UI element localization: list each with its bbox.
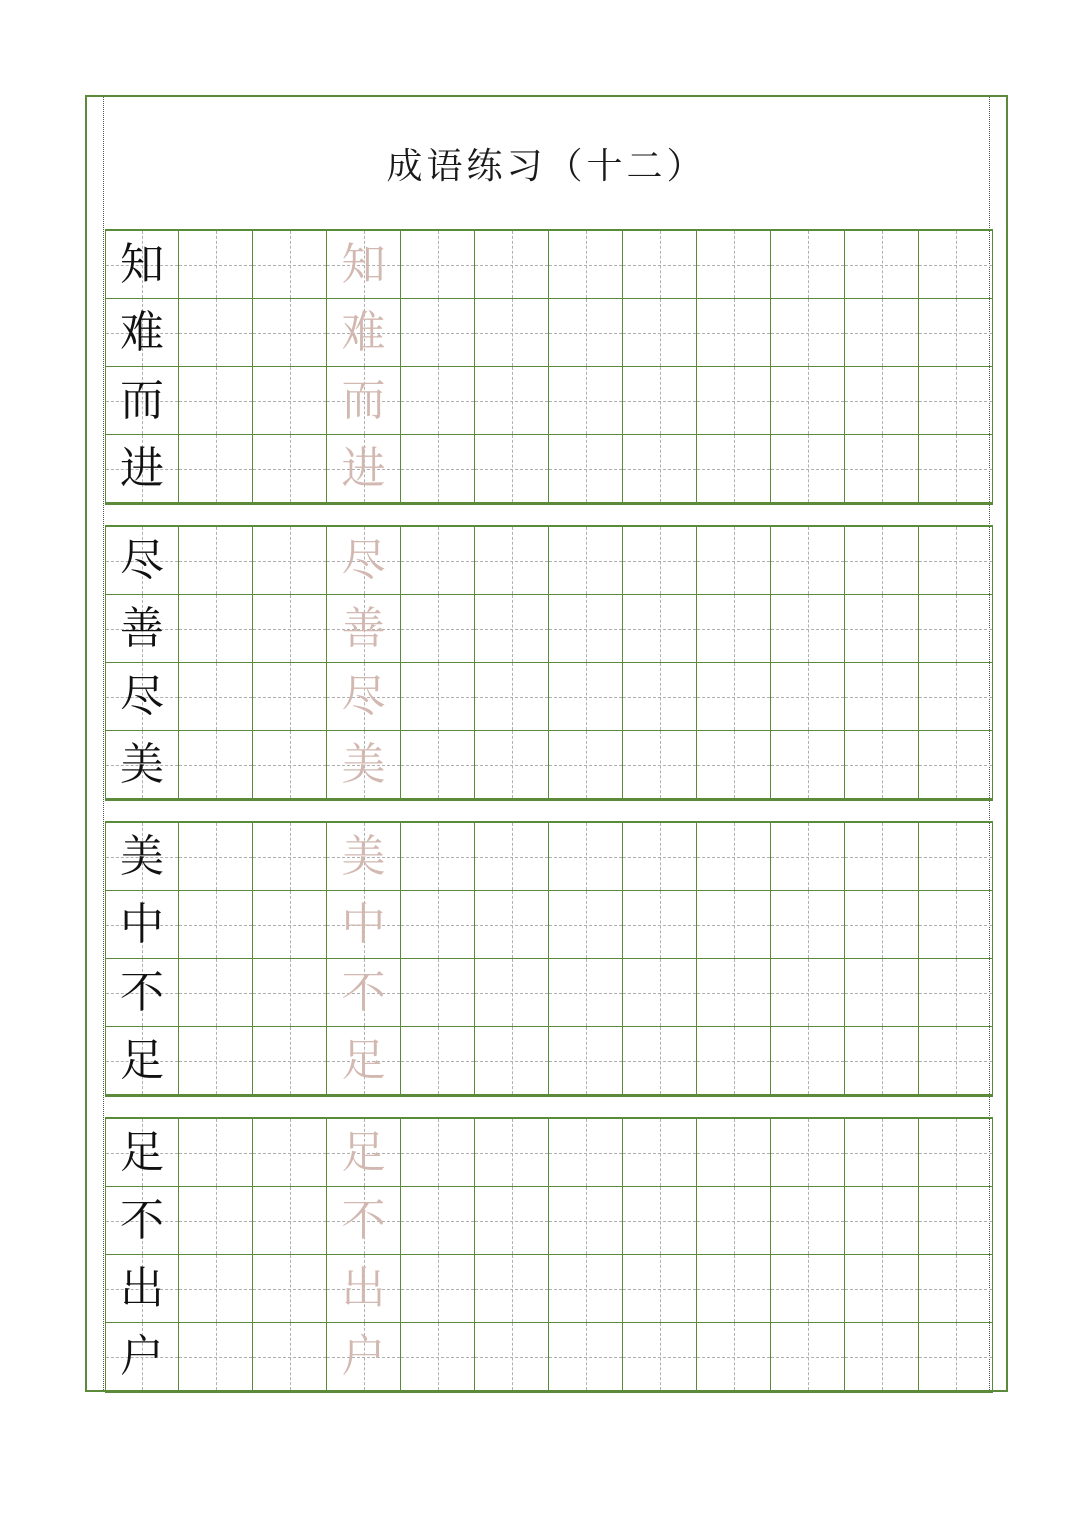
blank-practice-cell (623, 823, 697, 891)
blank-practice-cell (549, 299, 623, 367)
trace-character: 户 (341, 1330, 386, 1382)
blank-practice-cell (771, 595, 845, 663)
blank-practice-cell (179, 1323, 253, 1391)
trace-character: 进 (341, 442, 386, 494)
trace-character-cell (327, 435, 401, 503)
blank-practice-cell (475, 891, 549, 959)
blank-practice-cell (179, 1119, 253, 1187)
blank-practice-cell (179, 231, 253, 299)
blank-practice-cell (845, 367, 919, 435)
blank-practice-cell (475, 527, 549, 595)
blank-practice-cell (401, 299, 475, 367)
blank-practice-cell (623, 1119, 697, 1187)
blank-practice-cell (179, 1255, 253, 1323)
model-character: 出 (120, 1262, 164, 1314)
trace-character-cell (327, 367, 401, 435)
blank-practice-cell (549, 527, 623, 595)
blank-practice-cell (771, 1027, 845, 1095)
trace-character: 不 (341, 1194, 386, 1246)
blank-practice-cell (401, 891, 475, 959)
blank-practice-cell (845, 1323, 919, 1391)
blank-practice-cell (253, 663, 327, 731)
blank-practice-cell (179, 435, 253, 503)
blank-practice-cell (697, 731, 771, 799)
blank-practice-cell (475, 1187, 549, 1255)
model-character: 不 (120, 1194, 164, 1246)
trace-character-cell (327, 663, 401, 731)
blank-practice-cell (179, 731, 253, 799)
blank-practice-cell (179, 959, 253, 1027)
trace-character-cell (327, 1119, 401, 1187)
blank-practice-cell (771, 527, 845, 595)
blank-practice-cell (919, 1187, 993, 1255)
blank-practice-cell (623, 731, 697, 799)
blank-practice-cell (549, 1255, 623, 1323)
blank-practice-cell (845, 435, 919, 503)
blank-practice-cell (623, 891, 697, 959)
practice-grid (105, 527, 993, 799)
model-character: 难 (120, 306, 164, 358)
blank-practice-cell (549, 1187, 623, 1255)
model-character: 善 (120, 602, 164, 654)
blank-practice-cell (697, 1027, 771, 1095)
blank-practice-cell (623, 527, 697, 595)
model-character-cell (105, 231, 179, 299)
blank-practice-cell (475, 1027, 549, 1095)
blank-practice-cell (771, 823, 845, 891)
model-character: 美 (120, 830, 164, 882)
blank-practice-cell (253, 1323, 327, 1391)
blank-practice-cell (697, 823, 771, 891)
blank-practice-cell (771, 1119, 845, 1187)
blank-practice-cell (179, 299, 253, 367)
blank-practice-cell (253, 959, 327, 1027)
blank-practice-cell (771, 1255, 845, 1323)
title-area (105, 97, 988, 229)
page-title: 成语练习（十二） (386, 145, 707, 187)
blank-practice-cell (845, 595, 919, 663)
blank-practice-cell (623, 595, 697, 663)
blank-practice-cell (401, 1187, 475, 1255)
blank-practice-cell (623, 663, 697, 731)
trace-character-cell (327, 527, 401, 595)
blank-practice-cell (253, 891, 327, 959)
blank-practice-cell (845, 299, 919, 367)
blank-practice-cell (475, 823, 549, 891)
blank-practice-cell (401, 1027, 475, 1095)
blank-practice-cell (697, 959, 771, 1027)
model-character-cell (105, 1323, 179, 1391)
blank-practice-cell (919, 1255, 993, 1323)
blank-practice-cell (401, 959, 475, 1027)
blank-practice-cell (401, 663, 475, 731)
blank-practice-cell (179, 1187, 253, 1255)
blank-practice-cell (697, 1323, 771, 1391)
blank-practice-cell (623, 1255, 697, 1323)
trace-character-cell (327, 299, 401, 367)
model-character: 尽 (120, 670, 164, 722)
model-character: 而 (120, 374, 164, 426)
model-character: 足 (120, 1034, 164, 1086)
blank-practice-cell (253, 435, 327, 503)
model-character: 尽 (120, 534, 164, 586)
blank-practice-cell (771, 231, 845, 299)
idiom-block-3 (105, 821, 993, 1097)
blank-practice-cell (401, 731, 475, 799)
practice-grid (105, 1119, 993, 1391)
model-character-cell (105, 435, 179, 503)
trace-character: 善 (341, 602, 386, 654)
blank-practice-cell (845, 1255, 919, 1323)
blank-practice-cell (697, 1119, 771, 1187)
trace-character-cell (327, 1027, 401, 1095)
blank-practice-cell (401, 1119, 475, 1187)
blank-practice-cell (623, 299, 697, 367)
blank-practice-cell (845, 1187, 919, 1255)
blank-practice-cell (697, 663, 771, 731)
blank-practice-cell (697, 527, 771, 595)
model-character: 进 (120, 442, 164, 494)
blank-practice-cell (179, 527, 253, 595)
blank-practice-cell (179, 367, 253, 435)
blank-practice-cell (549, 595, 623, 663)
blank-practice-cell (475, 367, 549, 435)
blank-practice-cell (179, 1027, 253, 1095)
blank-practice-cell (623, 367, 697, 435)
blank-practice-cell (253, 731, 327, 799)
blank-practice-cell (697, 367, 771, 435)
blank-practice-cell (401, 1323, 475, 1391)
blank-practice-cell (919, 435, 993, 503)
model-character: 不 (120, 966, 164, 1018)
blank-practice-cell (771, 1187, 845, 1255)
blank-practice-cell (401, 527, 475, 595)
model-character: 美 (120, 738, 164, 790)
blank-practice-cell (253, 1255, 327, 1323)
blank-practice-cell (845, 731, 919, 799)
blank-practice-cell (179, 663, 253, 731)
blank-practice-cell (401, 1255, 475, 1323)
blank-practice-cell (475, 1255, 549, 1323)
trace-character: 出 (341, 1262, 386, 1314)
trace-character-cell (327, 1323, 401, 1391)
blank-practice-cell (475, 731, 549, 799)
blank-practice-cell (253, 299, 327, 367)
blank-practice-cell (845, 1027, 919, 1095)
trace-character-cell (327, 1255, 401, 1323)
idiom-block-4 (105, 1117, 993, 1393)
blank-practice-cell (771, 299, 845, 367)
trace-character: 尽 (341, 534, 386, 586)
model-character-cell (105, 891, 179, 959)
blank-practice-cell (623, 1187, 697, 1255)
blank-practice-cell (845, 891, 919, 959)
trace-character: 而 (341, 374, 386, 426)
blank-practice-cell (919, 527, 993, 595)
left-margin-line (103, 97, 104, 1390)
model-character-cell (105, 823, 179, 891)
blank-practice-cell (475, 231, 549, 299)
worksheet-frame (85, 95, 1008, 1392)
blank-practice-cell (253, 231, 327, 299)
blank-practice-cell (919, 891, 993, 959)
blank-practice-cell (179, 823, 253, 891)
blank-practice-cell (623, 959, 697, 1027)
blank-practice-cell (253, 823, 327, 891)
blank-practice-cell (919, 595, 993, 663)
blank-practice-cell (919, 731, 993, 799)
blank-practice-cell (253, 1027, 327, 1095)
blank-practice-cell (549, 1119, 623, 1187)
blank-practice-cell (475, 299, 549, 367)
blank-practice-cell (845, 663, 919, 731)
blank-practice-cell (697, 1187, 771, 1255)
blank-practice-cell (845, 231, 919, 299)
blank-practice-cell (623, 1027, 697, 1095)
blank-practice-cell (549, 891, 623, 959)
blank-practice-cell (549, 731, 623, 799)
blank-practice-cell (253, 1119, 327, 1187)
trace-character-cell (327, 959, 401, 1027)
blank-practice-cell (179, 891, 253, 959)
trace-character-cell (327, 891, 401, 959)
blank-practice-cell (253, 595, 327, 663)
trace-character: 足 (341, 1034, 386, 1086)
model-character-cell (105, 1187, 179, 1255)
trace-character: 不 (341, 966, 386, 1018)
practice-grid (105, 231, 993, 503)
idiom-block-2 (105, 525, 993, 801)
blank-practice-cell (549, 231, 623, 299)
idiom-block-1 (105, 229, 993, 505)
model-character-cell (105, 527, 179, 595)
blank-practice-cell (401, 595, 475, 663)
blank-practice-cell (475, 959, 549, 1027)
blank-practice-cell (549, 1323, 623, 1391)
blank-practice-cell (475, 595, 549, 663)
blank-practice-cell (697, 891, 771, 959)
blank-practice-cell (549, 1027, 623, 1095)
blank-practice-cell (845, 1119, 919, 1187)
blank-practice-cell (845, 527, 919, 595)
model-character: 知 (120, 238, 164, 290)
blank-practice-cell (845, 959, 919, 1027)
model-character: 户 (120, 1330, 164, 1382)
blank-practice-cell (697, 595, 771, 663)
trace-character: 美 (341, 830, 386, 882)
blank-practice-cell (845, 823, 919, 891)
model-character-cell (105, 1255, 179, 1323)
blank-practice-cell (697, 299, 771, 367)
blank-practice-cell (919, 299, 993, 367)
model-character-cell (105, 663, 179, 731)
blank-practice-cell (475, 1119, 549, 1187)
blank-practice-cell (179, 595, 253, 663)
blank-practice-cell (549, 663, 623, 731)
blank-practice-cell (919, 231, 993, 299)
blank-practice-cell (919, 823, 993, 891)
blank-practice-cell (919, 1119, 993, 1187)
blank-practice-cell (771, 367, 845, 435)
blank-practice-cell (253, 527, 327, 595)
model-character-cell (105, 1027, 179, 1095)
blank-practice-cell (549, 823, 623, 891)
blank-practice-cell (623, 1323, 697, 1391)
trace-character-cell (327, 823, 401, 891)
model-character-cell (105, 367, 179, 435)
blank-practice-cell (549, 367, 623, 435)
trace-character: 美 (341, 738, 386, 790)
blank-practice-cell (401, 367, 475, 435)
trace-character-cell (327, 231, 401, 299)
blank-practice-cell (475, 435, 549, 503)
blank-practice-cell (771, 731, 845, 799)
model-character-cell (105, 731, 179, 799)
blank-practice-cell (697, 1255, 771, 1323)
blank-practice-cell (919, 959, 993, 1027)
blank-practice-cell (771, 435, 845, 503)
model-character: 中 (120, 898, 164, 950)
blank-practice-cell (697, 435, 771, 503)
model-character-cell (105, 595, 179, 663)
blank-practice-cell (697, 231, 771, 299)
trace-character: 足 (341, 1126, 386, 1178)
blank-practice-cell (771, 891, 845, 959)
trace-character: 尽 (341, 670, 386, 722)
blank-practice-cell (253, 367, 327, 435)
model-character-cell (105, 299, 179, 367)
model-character-cell (105, 1119, 179, 1187)
trace-character: 难 (341, 306, 386, 358)
blank-practice-cell (401, 435, 475, 503)
blank-practice-cell (771, 1323, 845, 1391)
blank-practice-cell (919, 1027, 993, 1095)
blank-practice-cell (771, 959, 845, 1027)
blank-practice-cell (919, 367, 993, 435)
model-character-cell (105, 959, 179, 1027)
model-character: 足 (120, 1126, 164, 1178)
trace-character-cell (327, 731, 401, 799)
blank-practice-cell (401, 231, 475, 299)
blank-practice-cell (623, 435, 697, 503)
blank-practice-cell (549, 435, 623, 503)
blank-practice-cell (919, 663, 993, 731)
trace-character-cell (327, 1187, 401, 1255)
blank-practice-cell (623, 231, 697, 299)
trace-character: 知 (341, 238, 386, 290)
practice-grid (105, 823, 993, 1095)
trace-character: 中 (341, 898, 386, 950)
blank-practice-cell (919, 1323, 993, 1391)
blank-practice-cell (549, 959, 623, 1027)
blank-practice-cell (475, 663, 549, 731)
blank-practice-cell (475, 1323, 549, 1391)
blank-practice-cell (401, 823, 475, 891)
blank-practice-cell (771, 663, 845, 731)
blank-practice-cell (253, 1187, 327, 1255)
trace-character-cell (327, 595, 401, 663)
